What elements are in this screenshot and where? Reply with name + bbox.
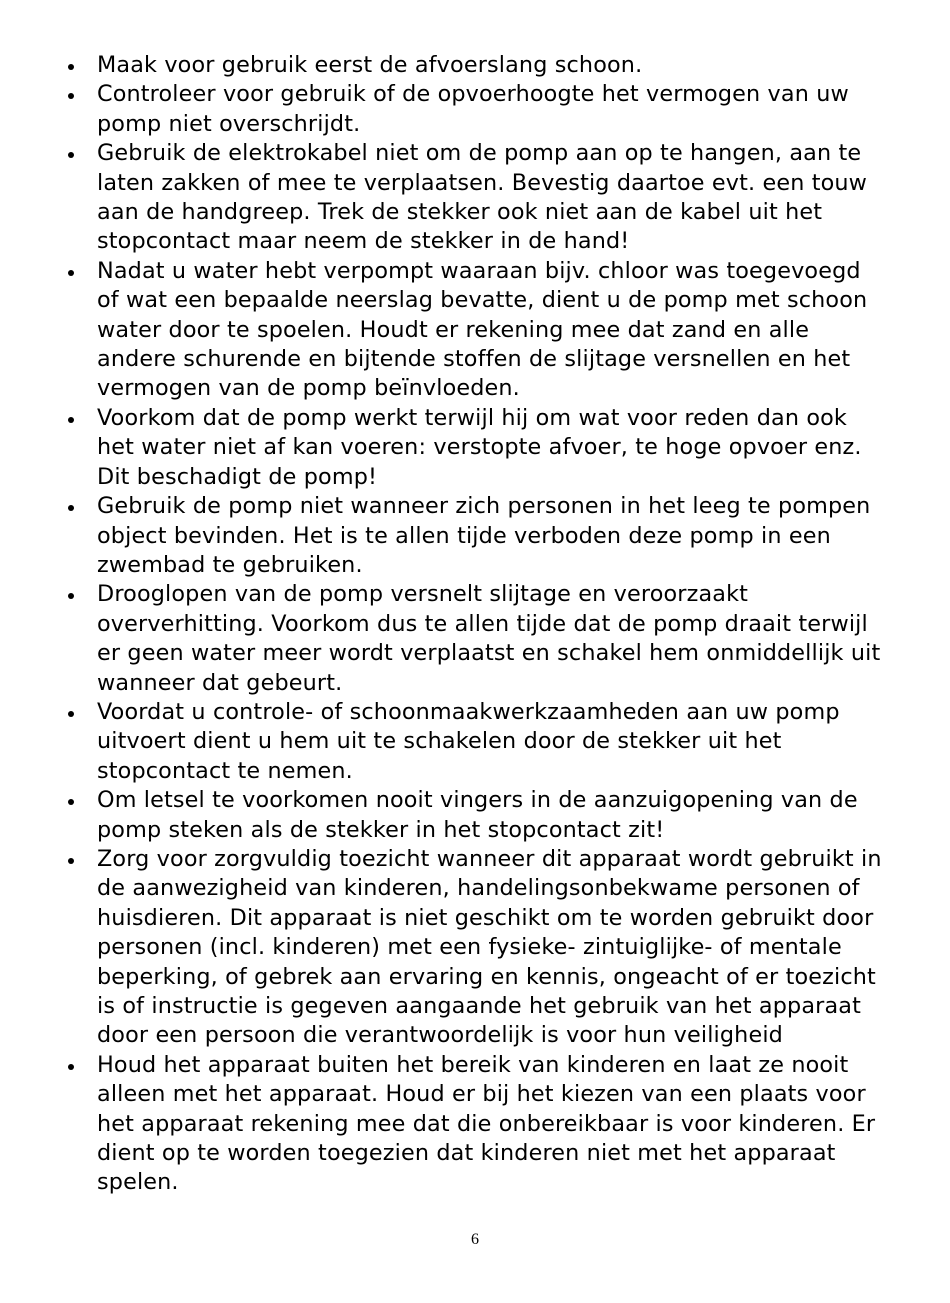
- safety-instructions-list: [66, 51, 886, 1198]
- bullet-icon: [68, 799, 74, 805]
- bullet-icon: [68, 417, 74, 423]
- list-item-text: Nadat u water hebt verpompt waaraan bijv. chloor was toegevoegd of wat een bepaalde neerslag bevatte, dient u de pomp met schoon water door te spoelen. Houdt er rekening mee dat zand en alle andere schurende en bijtende stoffen de slijtage versnellen en het vermogen van de pomp beïnvloeden.: [97, 257, 868, 402]
- list-item: [66, 1051, 886, 1198]
- list-item-text: Zorg voor zorgvuldig toezicht wanneer dit apparaat wordt gebruikt in de aanwezigheid van kinderen, handelingsonbekwame personen of huisdieren. Dit apparaat is niet geschikt om te worden gebruikt door personen (incl. kinderen) met een fysieke- zintuiglijke- of mentale beperking, of gebrek aan ervaring en kennis, ongeacht of er toezicht is of instructie is gegeven aangaande het gebruik van het apparaat door een persoon die verantwoordelijk is voor hun veiligheid: [97, 845, 882, 1049]
- list-item: [66, 492, 886, 580]
- bullet-icon: [68, 93, 74, 99]
- list-item-text: Gebruik de elektrokabel niet om de pomp aan op te hangen, aan te laten zakken of mee te verplaatsen. Bevestig daartoe evt. een touw aan de handgreep. Trek de stekker ook niet aan de kabel uit het stopcontact maar neem de stekker in de hand!: [97, 140, 868, 255]
- list-item-text: Maak voor gebruik eerst de afvoerslang schoon.: [97, 52, 643, 78]
- list-item: [66, 786, 886, 845]
- bullet-icon: [68, 270, 74, 276]
- list-item-text: Controleer voor gebruik of de opvoerhoogte het vermogen van uw pomp niet overschrijdt.: [97, 81, 849, 137]
- page-number: 6: [471, 1231, 479, 1248]
- list-item: [66, 404, 886, 492]
- bullet-icon: [68, 505, 74, 511]
- list-item-text: Drooglopen van de pomp versnelt slijtage en veroorzaakt oververhitting. Voorkom dus te allen tijde dat de pomp draait terwijl er geen water meer wordt verplaatst en schakel hem onmiddellijk uit wanneer dat gebeurt.: [97, 581, 881, 696]
- bullet-icon: [68, 711, 74, 717]
- list-item: [66, 257, 886, 404]
- list-item-text: Gebruik de pomp niet wanneer zich personen in het leeg te pompen object bevinden. Het is te allen tijde verboden deze pomp in een zwembad te gebruiken.: [97, 493, 871, 578]
- list-item-text: Om letsel te voorkomen nooit vingers in de aanzuigopening van de pomp steken als de stekker in het stopcontact zit!: [97, 787, 858, 843]
- list-item-text: Houd het apparaat buiten het bereik van kinderen en laat ze nooit alleen met het apparaat. Houd er bij het kiezen van een plaats voor het apparaat rekening mee dat die onbereikbaar is voor kinderen. Er dient op te worden toegezien dat kinderen niet met het apparaat spelen.: [97, 1051, 876, 1196]
- bullet-icon: [68, 64, 74, 70]
- bullet-icon: [68, 858, 74, 864]
- list-item-text: Voordat u controle- of schoonmaakwerkzaamheden aan uw pomp uitvoert dient u hem uit te schakelen door de stekker uit het stopcontact te nemen.: [97, 698, 840, 784]
- list-item: [66, 139, 886, 257]
- bullet-icon: [68, 1064, 74, 1070]
- list-item: [66, 698, 886, 786]
- bullet-icon: [68, 152, 74, 158]
- bullet-icon: [68, 593, 74, 599]
- list-item: [66, 51, 886, 80]
- list-item: [66, 580, 886, 698]
- list-item-text: Voorkom dat de pomp werkt terwijl hij om wat voor reden dan ook het water niet af kan voeren: verstopte afvoer, te hoge opvoer enz. Dit beschadigt de pomp!: [97, 404, 862, 490]
- list-item: [66, 845, 886, 1051]
- list-item: [66, 80, 886, 139]
